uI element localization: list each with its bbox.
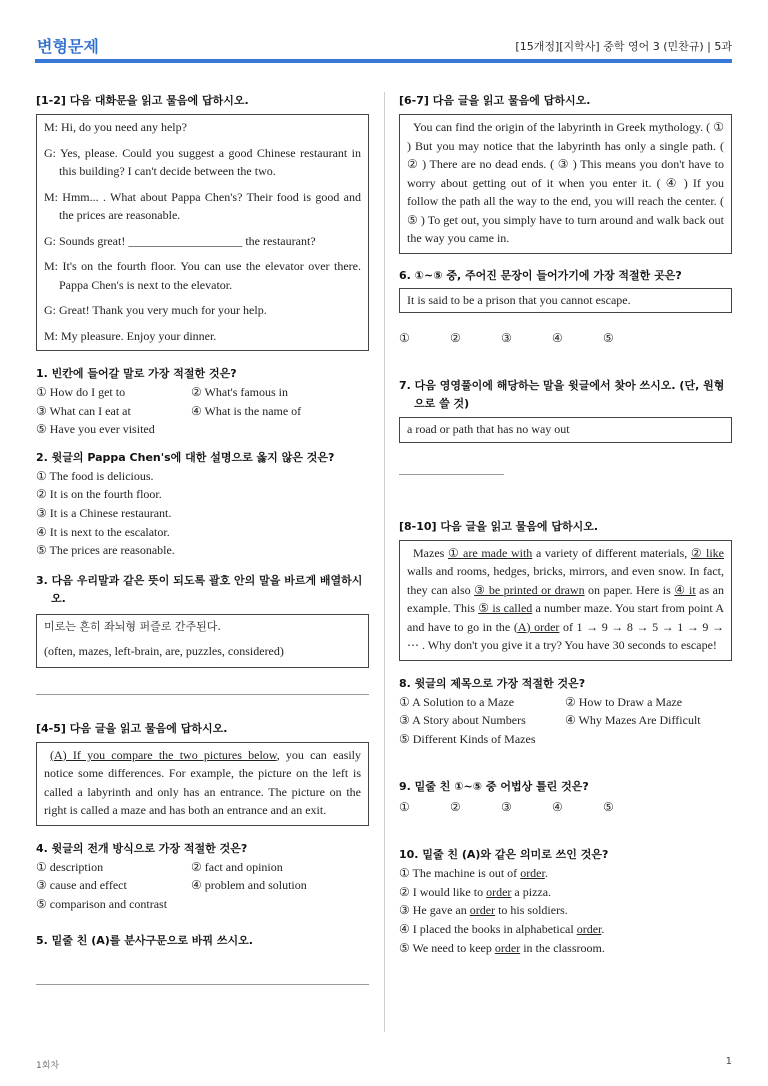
underline-2: ② like (690, 545, 724, 560)
passage-text: , you can easily notice some differences. For example, the picture on the left is called a labyrinth and only has an entrance. The picture on the right is called a maze and has both an entrance and an exit. (44, 747, 361, 818)
korean-sentence: 미로는 흔히 좌뇌형 퍼즐로 간주된다. (44, 619, 221, 633)
dialogue-line: G: Great! Thank you very much for your help. (44, 303, 267, 317)
underline-5: ⑤ is called (478, 601, 533, 615)
section-8-10-title: [8-10] 다음 글을 읽고 물음에 답하시오. (399, 519, 599, 533)
choice[interactable]: ① (399, 331, 410, 345)
option[interactable]: ② What's famous in (191, 385, 289, 399)
underline-4: ④ it (674, 582, 696, 597)
header-rule (35, 59, 732, 63)
page-title: 변형문제 (37, 37, 99, 56)
option[interactable]: ⑤ Have you ever visited (36, 422, 155, 437)
option[interactable]: ① A Solution to a Maze (399, 694, 515, 709)
option-underline: order (576, 922, 602, 937)
q10-options (399, 864, 732, 957)
section-1-2-title: [1-2] 다음 대화문을 읽고 물음에 답하시오. (36, 94, 249, 107)
question-6: 6. ①~⑤ 중, 주어진 문장이 들어가기에 가장 적절한 곳은? (399, 268, 682, 282)
passage-6-7: You can find the origin of the labyrinth in Greek mythology. ( ① ) But you may notice that the labyrinth has only a single path. ( ② ) There are no dead ends. ( ③ ) This means you don't have to worry about getting out of it when you enter it. ( ④ ) If you follow the path all the way to the end, you will reach the center. ( ⑤ ) To get out, you simply have to turn around and walk back out the way you came in. (399, 114, 732, 254)
choice[interactable]: ② (450, 800, 461, 815)
option[interactable]: ④ Why Mazes Are Difficult (565, 713, 701, 728)
question-9: 9. 밑줄 친 ①~⑤ 중 어법상 틀린 것은? (399, 780, 589, 794)
q1-options (36, 383, 369, 439)
passage-text: Mazes (413, 545, 448, 560)
q3-prompt-box (36, 614, 369, 668)
q6-choices (399, 329, 732, 347)
passage-text: a number maze. You start from point A and have to go in the (407, 601, 724, 634)
option-underline: order (469, 903, 496, 918)
option[interactable]: ④ problem and solution (191, 878, 307, 893)
passage-text: of 1 → 9 → 8 → 5 → 1 → 9 → ⋯ . Why don't you give it a try? You have 30 seconds to escape! (407, 619, 724, 652)
option[interactable]: ① How do I get to (36, 385, 126, 399)
option[interactable] (399, 883, 732, 902)
question-5: 5. 밑줄 친 (A)를 분사구문으로 바꿔 쓰시오. (36, 933, 253, 947)
q9-choices (399, 798, 732, 816)
dialogue-line: M: Hi, do you need any help? (44, 120, 187, 134)
question-7: 7. 다음 영영풀이에 해당하는 말을 윗글에서 찾아 쓰시오. (단, 원형으로 쓸 것) (399, 379, 725, 410)
option[interactable]: ② How to Draw a Maze (565, 694, 683, 709)
right-column (399, 92, 732, 957)
option[interactable]: ③ A Story about Numbers (399, 713, 526, 728)
passage-text: as an example. This (407, 582, 724, 615)
choice[interactable]: ③ (501, 800, 512, 815)
option[interactable]: ① description (36, 859, 104, 874)
dialogue-line: M: It's on the fourth floor. You can use the elevator over there. Pappa Chen's is next to the elevator. (44, 259, 361, 292)
passage-4-5 (36, 742, 369, 826)
option[interactable]: ⑤ Different Kinds of Mazes (399, 731, 536, 746)
option[interactable]: ⑤ comparison and contrast (36, 896, 168, 911)
option-text: to his soldiers. (495, 903, 568, 918)
option-underline: order (520, 866, 545, 881)
choice[interactable]: ③ (501, 331, 512, 345)
option[interactable]: ② fact and opinion (191, 859, 283, 874)
choice[interactable]: ① (399, 800, 410, 815)
option-text: ① The machine is out of (399, 866, 521, 881)
definition-box: a road or path that has no way out (399, 417, 732, 443)
option[interactable]: ④ It is next to the escalator. (36, 524, 170, 539)
choice[interactable]: ⑤ (603, 331, 614, 345)
underline-3: ③ be printed or drawn (474, 582, 585, 597)
dialogue-line: M: Hmm... . What about Pappa Chen's? Their food is good and the prices are reasonable. (44, 189, 361, 222)
choice[interactable]: ② (450, 331, 461, 345)
q4-options (36, 858, 369, 914)
dialogue-line: M: My pleasure. Enjoy your dinner. (44, 328, 217, 343)
option-text: ⑤ We need to keep (399, 940, 495, 955)
option[interactable]: ③ It is a Chinese restaurant. (36, 505, 172, 520)
q2-options (36, 467, 369, 560)
option-underline: order (494, 940, 521, 955)
given-sentence-box: It is said to be a prison that you cannot escape. (399, 288, 732, 314)
option-text: . (544, 866, 548, 881)
dialogue-box (36, 114, 369, 351)
passage-text: walls and rooms, hedges, bricks, mirrors, and even snow. In fact, they can also (407, 564, 724, 597)
word-list: (often, mazes, left-brain, are, puzzles, considered) (44, 644, 284, 659)
option[interactable]: ③ What can I eat at (36, 403, 131, 418)
q8-options (399, 693, 732, 749)
option[interactable]: ④ What is the name of (191, 403, 302, 418)
option[interactable]: ③ cause and effect (36, 878, 127, 893)
footer-round: 1회차 (36, 1061, 60, 1071)
question-10: 10. 밑줄 친 (A)와 같은 의미로 쓰인 것은? (399, 848, 609, 862)
section-6-7-title: [6-7] 다음 글을 읽고 물음에 답하시오. (399, 94, 591, 107)
underline-1: ① are made with (447, 545, 533, 560)
choice[interactable]: ⑤ (603, 800, 614, 815)
answer-line[interactable] (36, 984, 369, 985)
underline-a: (A) order (513, 619, 560, 634)
answer-line[interactable] (36, 694, 369, 695)
option-text: ④ I placed the books in alphabetical (399, 922, 577, 937)
dialogue-line: G: Yes, please. Could you suggest a good Chinese restaurant in this building? I can't decide between the two. (44, 145, 361, 178)
option[interactable] (399, 920, 732, 939)
question-4: 4. 윗글의 전개 방식으로 가장 적절한 것은? (36, 841, 248, 855)
passage-8-10 (399, 540, 732, 661)
left-column (36, 92, 369, 985)
option-underline: order (486, 884, 512, 899)
question-2: 2. 윗글의 Pappa Chen's에 대한 설명으로 옳지 않은 것은? (36, 450, 335, 464)
page-number: 1 (725, 1056, 732, 1067)
passage-text: on paper. Here is (584, 582, 675, 597)
choice[interactable]: ④ (552, 800, 563, 815)
option-text: a pizza. (511, 884, 552, 899)
question-3: 3. 다음 우리말과 같은 뜻이 되도록 괄호 안의 말을 바르게 배열하시오. (36, 573, 363, 605)
question-1: 1. 빈칸에 들어갈 말로 가장 적절한 것은? (36, 367, 237, 380)
option[interactable] (399, 901, 732, 920)
answer-line[interactable] (399, 474, 504, 475)
question-8: 8. 윗글의 제목으로 가장 적절한 것은? (399, 676, 586, 690)
option[interactable]: ② It is on the fourth floor. (36, 487, 162, 502)
option[interactable] (399, 864, 732, 883)
option-text: ③ He gave an (399, 903, 470, 918)
column-divider (384, 92, 385, 1032)
option[interactable] (399, 939, 732, 958)
section-4-5-title: [4-5] 다음 글을 읽고 물음에 답하시오. (36, 721, 228, 735)
passage-text: a variety of different materials, (532, 545, 691, 560)
option-text: ② I would like to (399, 884, 487, 899)
option[interactable]: ① The food is delicious. (36, 468, 154, 483)
choice[interactable]: ④ (552, 331, 563, 345)
textbook-info: [15개정][지학사] 중학 영어 3 (민찬규) | 5과 (515, 40, 732, 53)
dialogue-line: G: Sounds great! ___________________ the restaurant? (44, 233, 316, 248)
underlined-a: (A) If you compare the two pictures below (50, 747, 277, 762)
option-text: in the classroom. (520, 940, 605, 955)
option-text: . (601, 922, 605, 937)
option[interactable]: ⑤ The prices are reasonable. (36, 543, 175, 558)
